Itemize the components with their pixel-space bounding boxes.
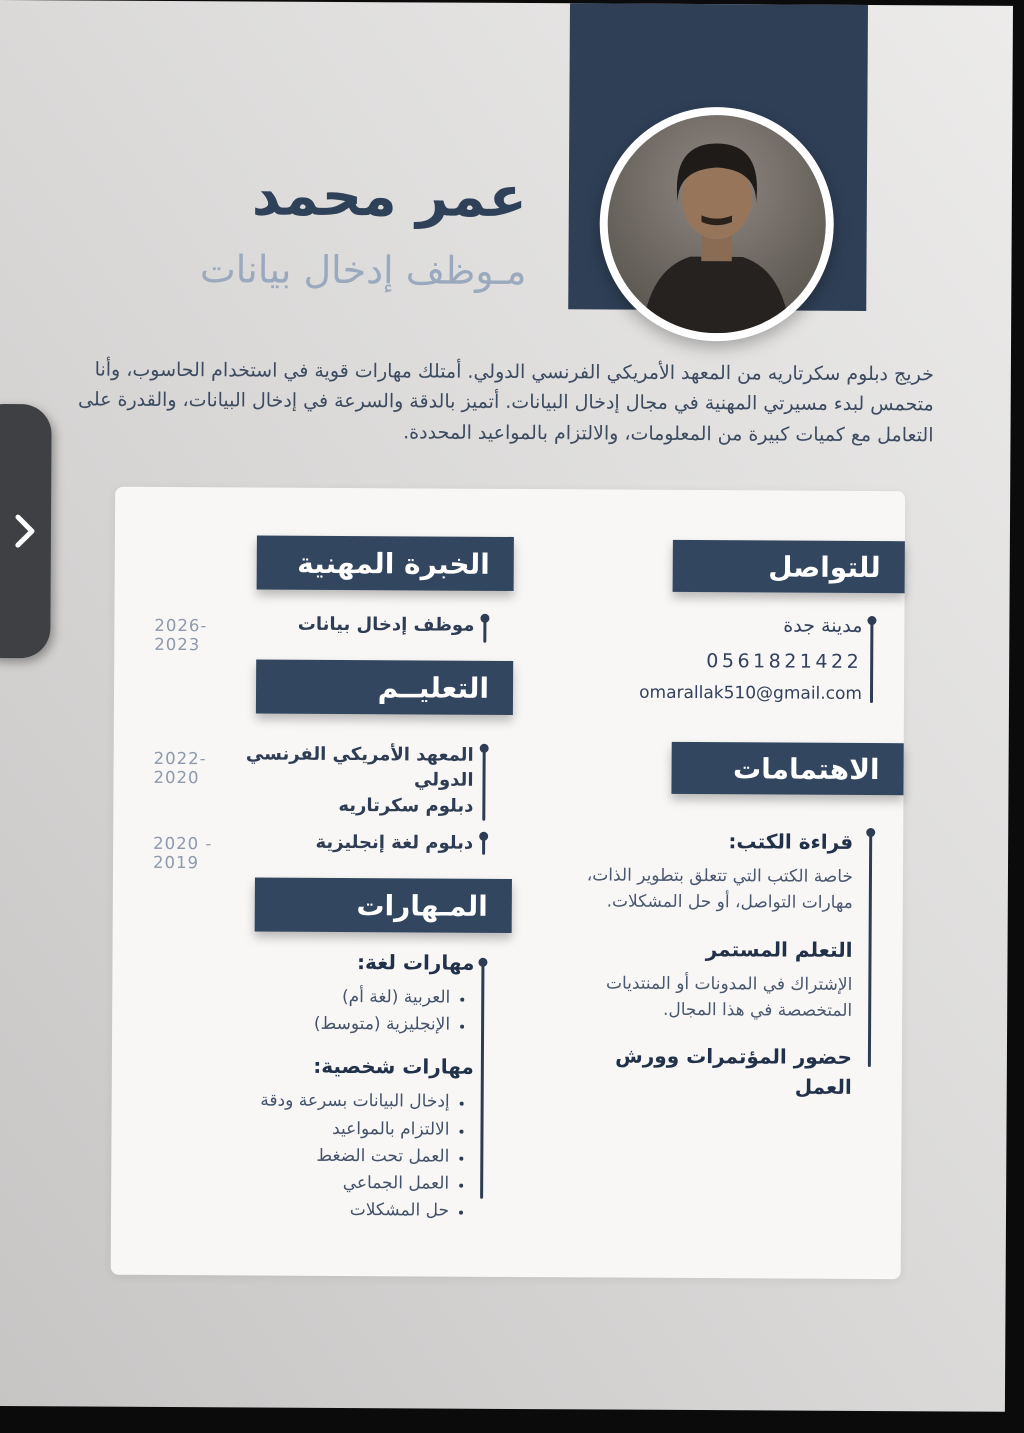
timeline-marker xyxy=(870,619,873,703)
list-item: • حل المشكلات xyxy=(171,1196,449,1225)
skills-personal-list xyxy=(171,1087,474,1225)
timeline-marker xyxy=(482,747,485,821)
timeline-marker xyxy=(480,961,484,1199)
section-header-experience xyxy=(257,535,514,590)
list-item: • الإنجليزية (متوسط) xyxy=(172,1010,450,1039)
timeline-marker xyxy=(482,835,485,855)
section-title: الاهتمامات xyxy=(732,751,880,786)
contact-phone: 0561821422 xyxy=(706,650,863,673)
profile-photo xyxy=(599,106,834,341)
contact-section-body xyxy=(594,613,863,704)
section-title: التعليــم xyxy=(377,670,490,705)
skills-section-body xyxy=(171,949,475,1241)
list-item: • العمل الجماعي xyxy=(171,1169,449,1198)
timeline-marker xyxy=(868,831,872,1067)
education-degree: دبلوم سكرتاريه xyxy=(338,795,474,818)
section-title: الخبرة المهنية xyxy=(297,546,490,581)
timeline-marker xyxy=(483,617,486,643)
chevron-right-icon xyxy=(13,512,37,550)
education-dates: 2020 - 2019 xyxy=(152,833,213,873)
interests-section-body xyxy=(582,825,854,1109)
section-header-education xyxy=(256,659,513,714)
experience-role: موظف إدخال بيانات xyxy=(297,613,475,636)
list-item: • العربية (لغة أم) xyxy=(172,983,450,1012)
interest-heading: قراءة الكتب: xyxy=(728,829,854,854)
interest-text: خاصة الكتب التي تتعلق بتطوير الذات، مهارات التواصل، أو حل المشكلات. xyxy=(586,865,854,914)
person-portrait-icon xyxy=(607,115,826,334)
list-item: • إدخال البيانات بسرعة ودقة xyxy=(172,1087,450,1116)
contact-city: مدينة جدة xyxy=(783,614,863,637)
experience-dates: 2026- 2023 xyxy=(154,615,208,655)
section-header-skills xyxy=(255,877,512,932)
education-degree: دبلوم لغة إنجليزية xyxy=(315,831,474,854)
section-title: للتواصل xyxy=(768,549,881,584)
profile-summary: خريج دبلوم سكرتاريه من المعهد الأمريكي الفرنسي الدولي. أمتلك مهارات قوية في استخدام الحاسوب، وأنا متحمس لبدء مسيرتي المهنية في مجال إدخال البيانات. أتميز بالدقة والسرعة في إدخال البيانات، والقدرة على التعامل مع كميات كبيرة من المعلومات، والالتزام بالمواعيد المحددة. xyxy=(78,358,934,447)
skills-language-heading: مهارات لغة: xyxy=(356,950,475,975)
list-item: • الالتزام بالمواعيد xyxy=(171,1115,449,1144)
section-header-interests xyxy=(671,742,903,795)
person-name: عمر محمد xyxy=(251,163,528,231)
skills-language-list xyxy=(172,983,474,1039)
interest-text: الإشتراك في المدونات أو المنتديات المتخصصة في هذا المجال. xyxy=(605,973,853,1021)
interest-heading: حضور المؤتمرات وورش العمل xyxy=(615,1043,852,1100)
interest-heading: التعلم المستمر xyxy=(705,936,853,962)
drawer-handle[interactable] xyxy=(0,404,52,658)
section-title: المـهارات xyxy=(356,888,488,923)
resume-body-card xyxy=(111,487,906,1280)
section-header-contact xyxy=(673,540,905,593)
education-school: المعهد الأمريكي الفرنسي الدولي xyxy=(245,743,474,791)
list-item: • العمل تحت الضغط xyxy=(171,1142,449,1171)
job-title: مـوظف إدخال بيانات xyxy=(199,247,527,294)
contact-email[interactable]: omarallak510@gmail.com xyxy=(639,682,863,704)
education-dates: 2022- 2020 xyxy=(153,748,207,788)
skills-personal-heading: مهارات شخصية: xyxy=(313,1054,474,1080)
